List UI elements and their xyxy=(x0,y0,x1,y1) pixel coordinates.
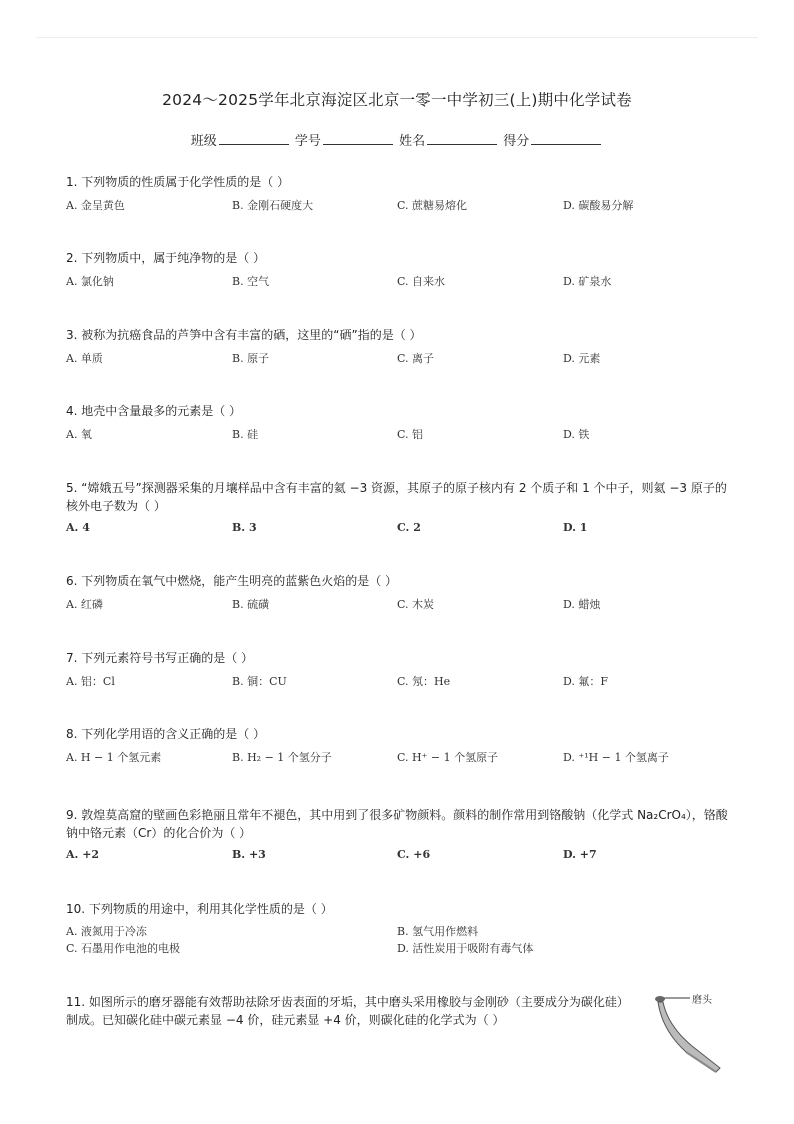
question-3 xyxy=(66,326,730,368)
question-stem: 2. 下列物质中，属于纯净物的是（ ） xyxy=(66,251,266,265)
question-stem: 11. 如图所示的磨牙器能有效帮助祛除牙齿表面的牙垢，其中磨头采用橡胶与金刚砂（主要成分为碳化硅）制成。已知碳化硅中碳元素显 −4 价，硅元素显 +4 价，则碳化硅的化学式为（ ） xyxy=(66,995,623,1027)
option-c[interactable]: C. 自来水 xyxy=(397,275,446,288)
option-b[interactable]: B. 金刚石硬度大 xyxy=(232,199,314,212)
option-a[interactable]: A. H − 1 个氢元素 xyxy=(66,751,162,764)
question-5 xyxy=(66,479,730,539)
options-row xyxy=(66,848,730,866)
question-stem: 6. 下列物质在氧气中燃烧，能产生明亮的蓝紫色火焰的是（ ） xyxy=(66,574,398,588)
option-b[interactable]: B. 3 xyxy=(232,521,257,534)
question-stem: 3. 被称为抗癌食品的芦笋中含有丰富的硒，这里的“硒”指的是（ ） xyxy=(66,328,422,342)
grinder-illustration xyxy=(646,990,736,1080)
id-label: 学号 xyxy=(294,134,321,149)
options-row xyxy=(66,596,730,614)
option-d[interactable]: D. 氟：F xyxy=(563,675,609,688)
option-a[interactable]: A. 4 xyxy=(66,521,90,534)
question-1 xyxy=(66,173,730,215)
id-blank[interactable] xyxy=(323,130,393,145)
question-10 xyxy=(66,900,730,960)
option-d[interactable]: D. 活性炭用于吸附有毒气体 xyxy=(397,942,534,955)
class-blank[interactable] xyxy=(219,130,289,145)
question-2 xyxy=(66,249,730,291)
option-c[interactable]: C. H⁺ − 1 个氢原子 xyxy=(397,751,499,764)
question-stem: 4. 地壳中含量最多的元素是（ ） xyxy=(66,404,242,418)
option-d[interactable]: D. +7 xyxy=(563,848,597,861)
option-d[interactable]: D. 蜡烛 xyxy=(563,598,601,611)
page-title: 2024～2025学年北京海淀区北京一零一中学初三(上)期中化学试卷 xyxy=(162,91,632,109)
figure-label: 磨头 xyxy=(692,995,712,1006)
option-c[interactable]: C. 离子 xyxy=(397,352,435,365)
option-a[interactable]: A. 红磷 xyxy=(66,598,103,611)
options-row xyxy=(66,273,730,291)
option-d[interactable]: D. 元素 xyxy=(563,352,601,365)
question-stem: 5. “嫦娥五号”探测器采集的月壤样品中含有丰富的氦 −3 资源，其原子的原子核内有 2 个质子和 1 个中子，则氦 −3 原子的核外电子数为（ ） xyxy=(66,481,727,513)
options-grid xyxy=(66,924,730,960)
option-d[interactable]: D. 铁 xyxy=(563,428,590,441)
option-d[interactable]: D. ⁺¹H − 1 个氢离子 xyxy=(563,751,669,764)
options-row xyxy=(66,521,730,539)
question-stem: 8. 下列化学用语的含义正确的是（ ） xyxy=(66,727,266,741)
option-a[interactable]: A. 氯化钠 xyxy=(66,275,114,288)
option-d[interactable]: D. 碳酸易分解 xyxy=(563,199,634,212)
option-c[interactable]: C. +6 xyxy=(397,848,431,861)
option-b[interactable]: B. 氢气用作燃料 xyxy=(397,925,479,938)
option-b[interactable]: B. 空气 xyxy=(232,275,270,288)
options-row xyxy=(66,673,730,691)
option-c[interactable]: C. 铝 xyxy=(397,428,424,441)
option-c[interactable]: C. 氖：He xyxy=(397,675,451,688)
option-a[interactable]: A. 单质 xyxy=(66,352,103,365)
header-divider xyxy=(36,37,758,38)
question-6 xyxy=(66,572,730,614)
question-4 xyxy=(66,402,730,444)
question-8 xyxy=(66,725,730,767)
option-b[interactable]: B. 硫磺 xyxy=(232,598,270,611)
name-label: 姓名 xyxy=(399,134,426,149)
option-a[interactable]: A. 液氮用于冷冻 xyxy=(66,925,147,938)
question-stem: 7. 下列元素符号书写正确的是（ ） xyxy=(66,651,254,665)
option-b[interactable]: B. H₂ − 1 个氢分子 xyxy=(232,751,332,764)
option-a[interactable]: A. 金呈黄色 xyxy=(66,199,125,212)
option-d[interactable]: D. 矿泉水 xyxy=(563,275,612,288)
option-c[interactable]: C. 石墨用作电池的电极 xyxy=(66,942,181,955)
score-label: 得分 xyxy=(503,134,530,149)
option-c[interactable]: C. 木炭 xyxy=(397,598,435,611)
question-stem: 1. 下列物质的性质属于化学性质的是（ ） xyxy=(66,175,290,189)
student-info-line xyxy=(0,130,794,149)
option-d[interactable]: D. 1 xyxy=(563,521,588,534)
options-row xyxy=(66,426,730,444)
question-stem: 10. 下列物质的用途中，利用其化学性质的是（ ） xyxy=(66,902,333,916)
score-blank[interactable] xyxy=(531,130,601,145)
grinder-figure xyxy=(646,990,736,1080)
question-11 xyxy=(66,993,626,1029)
options-row xyxy=(66,350,730,368)
option-b[interactable]: B. 原子 xyxy=(232,352,270,365)
question-9 xyxy=(66,806,730,866)
option-b[interactable]: B. +3 xyxy=(232,848,266,861)
class-label: 班级 xyxy=(190,134,217,149)
options-row xyxy=(66,197,730,215)
option-a[interactable]: A. +2 xyxy=(66,848,100,861)
option-a[interactable]: A. 氧 xyxy=(66,428,92,441)
option-c[interactable]: C. 2 xyxy=(397,521,421,534)
name-blank[interactable] xyxy=(427,130,497,145)
question-7 xyxy=(66,649,730,691)
question-stem: 9. 敦煌莫高窟的壁画色彩艳丽且常年不褪色，其中用到了很多矿物颜料。颜料的制作常用到铬酸钠（化学式 Na₂CrO₄），铬酸钠中铬元素（Cr）的化合价为（ ） xyxy=(66,808,728,840)
options-row xyxy=(66,749,730,767)
option-b[interactable]: B. 硅 xyxy=(232,428,259,441)
option-a[interactable]: A. 铝：Cl xyxy=(66,675,115,688)
option-b[interactable]: B. 铜：CU xyxy=(232,675,287,688)
option-c[interactable]: C. 蔗糖易熔化 xyxy=(397,199,468,212)
